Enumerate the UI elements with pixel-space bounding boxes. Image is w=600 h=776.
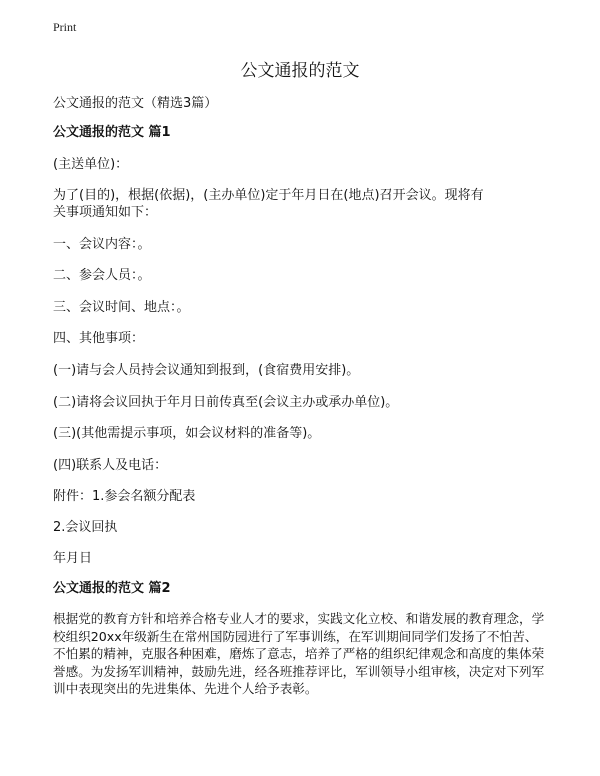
paragraph: (主送单位)： (53, 157, 129, 172)
paragraph: (二)请将会议回执于年月日前传真至(会议主办或承办单位)。 (53, 395, 399, 410)
paragraph: 2.会议回执 (53, 520, 118, 535)
paragraph: 一、会议内容：。 (53, 237, 151, 252)
paragraph: 三、会议时间、地点：。 (53, 300, 190, 315)
paragraph: (四)联系人及电话： (53, 458, 168, 473)
paragraph: 四、其他事项： (53, 331, 145, 346)
paragraph: 年月日 (53, 551, 93, 566)
paragraph: 为了(目的)，根据(依据)，(主办单位)定于年月日在(地点)召开会议。现将有关事项通知如下： (53, 188, 484, 220)
section-heading-1: 公文通报的范文 篇1 (53, 125, 171, 140)
document-subtitle: 公文通报的范文（精选3篇） (53, 96, 218, 111)
paragraph: 二、参会人员：。 (53, 268, 151, 283)
paragraph: (三)(其他需提示事项，如会议材料的准备等)。 (53, 426, 321, 441)
print-link[interactable]: Print (53, 20, 77, 34)
paragraph: (一)请与会人员持会议通知到报到，(食宿费用安排)。 (53, 363, 360, 378)
section-heading-2: 公文通报的范文 篇2 (53, 581, 171, 596)
paragraph: 附件：1.参会名额分配表 (53, 489, 196, 504)
section-2-body: 根据党的教育方针和培养合格专业人才的要求，实践文化立校、和谐发展的教育理念，学校组织20xx年级新生在常州国防园进行了军事训练，在军训期间同学们发扬了不怕苦、不怕累的精神，克服各种困难，磨炼了意志，培养了严格的组织纪律观念和高度的集体荣誉感。为发扬军训精神，鼓励先进，经各班推荐评比，军训领导小组审核，决定对下列军训中表现突出的先进集体、先进个人给予表彰。 (53, 611, 545, 696)
page-title: 公文通报的范文 (240, 61, 360, 81)
